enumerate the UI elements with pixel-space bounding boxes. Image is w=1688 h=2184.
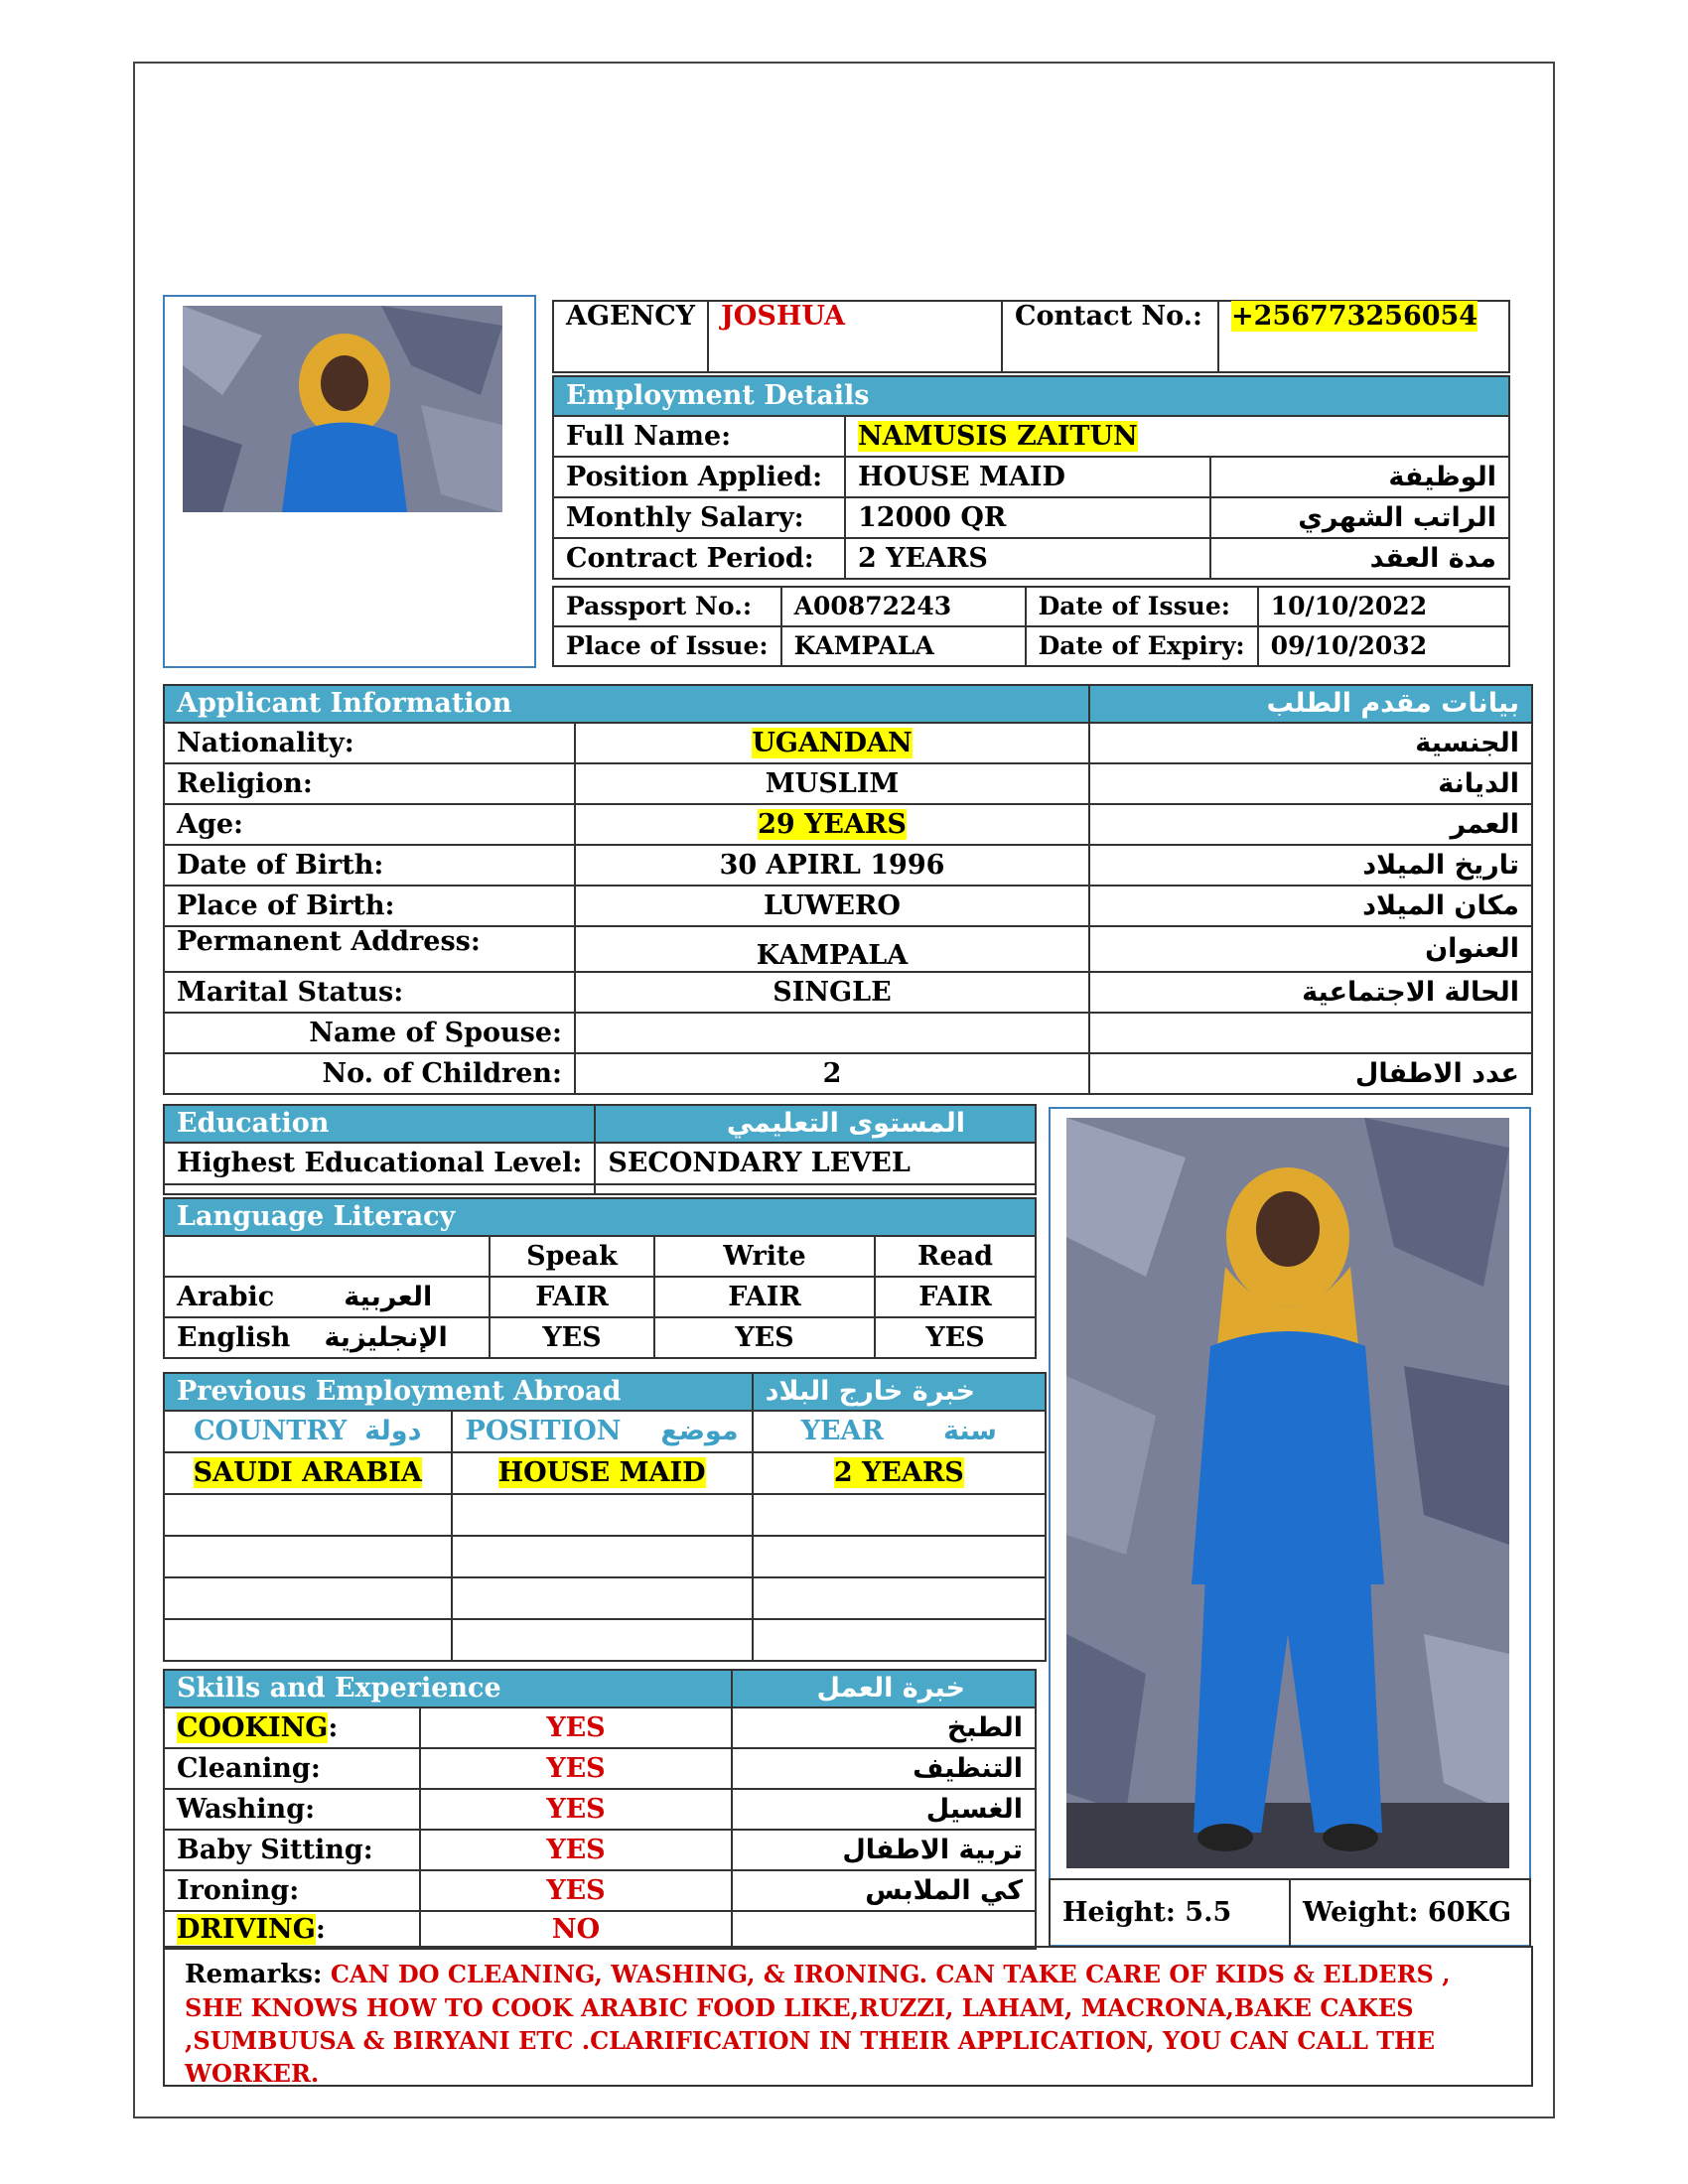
previous-employment-table bbox=[163, 1372, 1047, 1662]
education-level: SECONDARY LEVEL bbox=[595, 1143, 1036, 1184]
pob-value: LUWERO bbox=[575, 886, 1089, 926]
empty-row bbox=[164, 1577, 1046, 1619]
address-ar: العنوان bbox=[1089, 926, 1532, 972]
physical-table bbox=[1049, 1878, 1531, 1948]
english-speak: YES bbox=[490, 1317, 654, 1358]
arabic-lang bbox=[164, 1277, 490, 1317]
year-header: YEAR سنة bbox=[753, 1411, 1046, 1452]
age-ar: العمر bbox=[1089, 804, 1532, 845]
skill-cooking-value: YES bbox=[420, 1707, 732, 1748]
english-lang bbox=[164, 1317, 490, 1358]
write-header: Write bbox=[654, 1236, 875, 1277]
skill-cooking-label: COOKING bbox=[177, 1711, 329, 1743]
religion-value: MUSLIM bbox=[575, 763, 1089, 804]
language-title: Language Literacy bbox=[164, 1198, 1036, 1236]
marital-value: SINGLE bbox=[575, 972, 1089, 1013]
previous-title-ar: خبرة خارج البلاد bbox=[753, 1373, 1046, 1411]
agency-table bbox=[552, 300, 1510, 373]
skill-ironing-value: YES bbox=[420, 1870, 732, 1911]
height-value: Height: 5.5 bbox=[1050, 1879, 1290, 1947]
previous-title: Previous Employment Abroad bbox=[164, 1373, 753, 1411]
skill-cooking-ar: الطبخ bbox=[732, 1707, 1036, 1748]
empty-row bbox=[164, 1536, 1046, 1577]
education-title: Education bbox=[164, 1105, 595, 1143]
pob-label: Place of Birth: bbox=[164, 886, 575, 926]
skill-washing-value: YES bbox=[420, 1789, 732, 1830]
religion-label: Religion: bbox=[164, 763, 575, 804]
remarks-box bbox=[163, 1946, 1533, 2087]
applicant-title: Applicant Information bbox=[164, 685, 1089, 723]
religion-ar: الديانة bbox=[1089, 763, 1532, 804]
english-read: YES bbox=[875, 1317, 1036, 1358]
employment-table bbox=[552, 375, 1510, 580]
position-label: Position Applied: bbox=[553, 457, 845, 497]
contract-ar: مدة العقد bbox=[1210, 538, 1509, 579]
nationality-ar: الجنسية bbox=[1089, 723, 1532, 763]
arabic-write: FAIR bbox=[654, 1277, 875, 1317]
arabic-label: Arabic bbox=[177, 1281, 275, 1312]
portrait-photo-small bbox=[183, 306, 502, 512]
year-header-ar: سنة bbox=[942, 1416, 997, 1447]
spouse-value bbox=[575, 1013, 1089, 1053]
contract-value: 2 YEARS bbox=[845, 538, 1210, 579]
position-header-ar: موضع bbox=[660, 1416, 739, 1447]
empty-row bbox=[164, 1619, 1046, 1661]
salary-label: Monthly Salary: bbox=[553, 497, 845, 538]
skill-washing-label: Washing bbox=[177, 1793, 306, 1825]
read-header: Read bbox=[875, 1236, 1036, 1277]
place-issue-label: Place of Issue: bbox=[553, 626, 781, 666]
passport-table bbox=[552, 586, 1510, 667]
address-value: KAMPALA bbox=[575, 926, 1089, 972]
skill-ironing-label: Ironing bbox=[177, 1874, 290, 1906]
contact-number: +256773256054 bbox=[1231, 301, 1478, 332]
skill-washing-ar: الغسيل bbox=[732, 1789, 1036, 1830]
skill-cleaning-label: Cleaning bbox=[177, 1752, 311, 1784]
age-value: 29 YEARS bbox=[758, 808, 907, 840]
applicant-table bbox=[163, 684, 1533, 1095]
contact-label: Contact No.: bbox=[1002, 301, 1218, 372]
empty-row bbox=[164, 1494, 1046, 1536]
education-level-label: Highest Educational Level: bbox=[164, 1143, 595, 1184]
country-header: COUNTRY دولة bbox=[164, 1411, 452, 1452]
nationality-label: Nationality: bbox=[164, 723, 575, 763]
skill-ironing-ar: كي الملابس bbox=[732, 1870, 1036, 1911]
skill-driving-label: DRIVING bbox=[177, 1914, 316, 1946]
portrait-photo-full bbox=[1066, 1118, 1509, 1868]
skill-cleaning-value: YES bbox=[420, 1748, 732, 1789]
salary-value: 12000 QR bbox=[845, 497, 1210, 538]
dob-label: Date of Birth: bbox=[164, 845, 575, 886]
contract-label: Contract Period: bbox=[553, 538, 845, 579]
country-header-ar: دولة bbox=[364, 1416, 422, 1447]
skill-cleaning-ar: التنظيف bbox=[732, 1748, 1036, 1789]
place-issue: KAMPALA bbox=[781, 626, 1026, 666]
english-write: YES bbox=[654, 1317, 875, 1358]
skills-table: Skills and Experience خبرة العمل COOKING: YES الطبخ Cleaning: YES التنظيف Washing: YES الغسيل Baby Sitting: YES تربية الاطفال Ironing: YES كي الملابس DRIVING: NO bbox=[163, 1669, 1037, 1950]
arabic-speak: FAIR bbox=[490, 1277, 654, 1317]
skills-title: Skills and Experience bbox=[164, 1670, 732, 1707]
position-ar: الوظيفة bbox=[1210, 457, 1509, 497]
children-value: 2 bbox=[575, 1053, 1089, 1094]
dob-ar: تاريخ الميلاد bbox=[1089, 845, 1532, 886]
full-name: NAMUSIS ZAITUN bbox=[858, 420, 1138, 452]
education-title-ar: المستوى التعليمي bbox=[595, 1105, 1036, 1143]
agency-label: AGENCY bbox=[553, 301, 708, 372]
arabic-read: FAIR bbox=[875, 1277, 1036, 1317]
marital-ar: الحالة الاجتماعية bbox=[1089, 972, 1532, 1013]
skill-babysitting-ar: تربية الاطفال bbox=[732, 1830, 1036, 1870]
address-label: Permanent Address: bbox=[164, 926, 575, 972]
nationality-value: UGANDAN bbox=[752, 727, 913, 758]
skills-title-ar: خبرة العمل bbox=[732, 1670, 1036, 1707]
position-value: HOUSE MAID bbox=[845, 457, 1210, 497]
speak-header: Speak bbox=[490, 1236, 654, 1277]
english-label-ar: الإنجليزية bbox=[324, 1321, 448, 1353]
children-label: No. of Children: bbox=[164, 1053, 575, 1094]
skill-driving-ar bbox=[732, 1911, 1036, 1949]
weight-value: Weight: 60KG bbox=[1290, 1879, 1530, 1947]
expiry-date-label: Date of Expiry: bbox=[1026, 626, 1258, 666]
employment-title: Employment Details bbox=[553, 376, 1509, 416]
dob-value: 30 APIRL 1996 bbox=[575, 845, 1089, 886]
language-table bbox=[163, 1197, 1037, 1359]
passport-no: A00872243 bbox=[781, 587, 1026, 626]
children-ar: عدد الاطفال bbox=[1089, 1053, 1532, 1094]
skill-driving-value: NO bbox=[420, 1911, 732, 1949]
spouse-label: Name of Spouse: bbox=[164, 1013, 575, 1053]
issue-date: 10/10/2022 bbox=[1258, 587, 1509, 626]
skill-babysitting-value: YES bbox=[420, 1830, 732, 1870]
pob-ar: مكان الميلاد bbox=[1089, 886, 1532, 926]
education-table bbox=[163, 1104, 1037, 1195]
agency-name: JOSHUA bbox=[708, 301, 1002, 372]
applicant-title-ar: بيانات مقدم الطلب bbox=[1089, 685, 1532, 723]
full-name-label: Full Name: bbox=[553, 416, 845, 457]
english-label: English bbox=[177, 1321, 291, 1353]
prev-position: HOUSE MAID bbox=[497, 1457, 706, 1489]
prev-year: 2 YEARS bbox=[833, 1457, 964, 1489]
issue-date-label: Date of Issue: bbox=[1026, 587, 1258, 626]
skill-babysitting-label: Baby Sitting bbox=[177, 1834, 363, 1865]
age-label: Age: bbox=[164, 804, 575, 845]
position-header: POSITION موضع bbox=[452, 1411, 753, 1452]
arabic-label-ar: العربية bbox=[344, 1281, 433, 1312]
remarks-label: Remarks: bbox=[185, 1960, 323, 1989]
passport-no-label: Passport No.: bbox=[553, 587, 781, 626]
expiry-date: 09/10/2032 bbox=[1258, 626, 1509, 666]
prev-country: SAUDI ARABIA bbox=[193, 1457, 422, 1489]
salary-ar: الراتب الشهري bbox=[1210, 497, 1509, 538]
remarks-text: CAN DO CLEANING, WASHING, & IRONING. CAN TAKE CARE OF KIDS & ELDERS , SHE KNOWS HOW TO COOK ARABIC FOOD LIKE,RUZZI, LAHAM, MACRONA,BAKE CAKES ,SUMBUUSA & BIRYANI ETC .CLARIFICATION IN THEIR APPLICATION, YOU CAN CALL THE WORKER. bbox=[185, 1960, 1451, 2088]
marital-label: Marital Status: bbox=[164, 972, 575, 1013]
